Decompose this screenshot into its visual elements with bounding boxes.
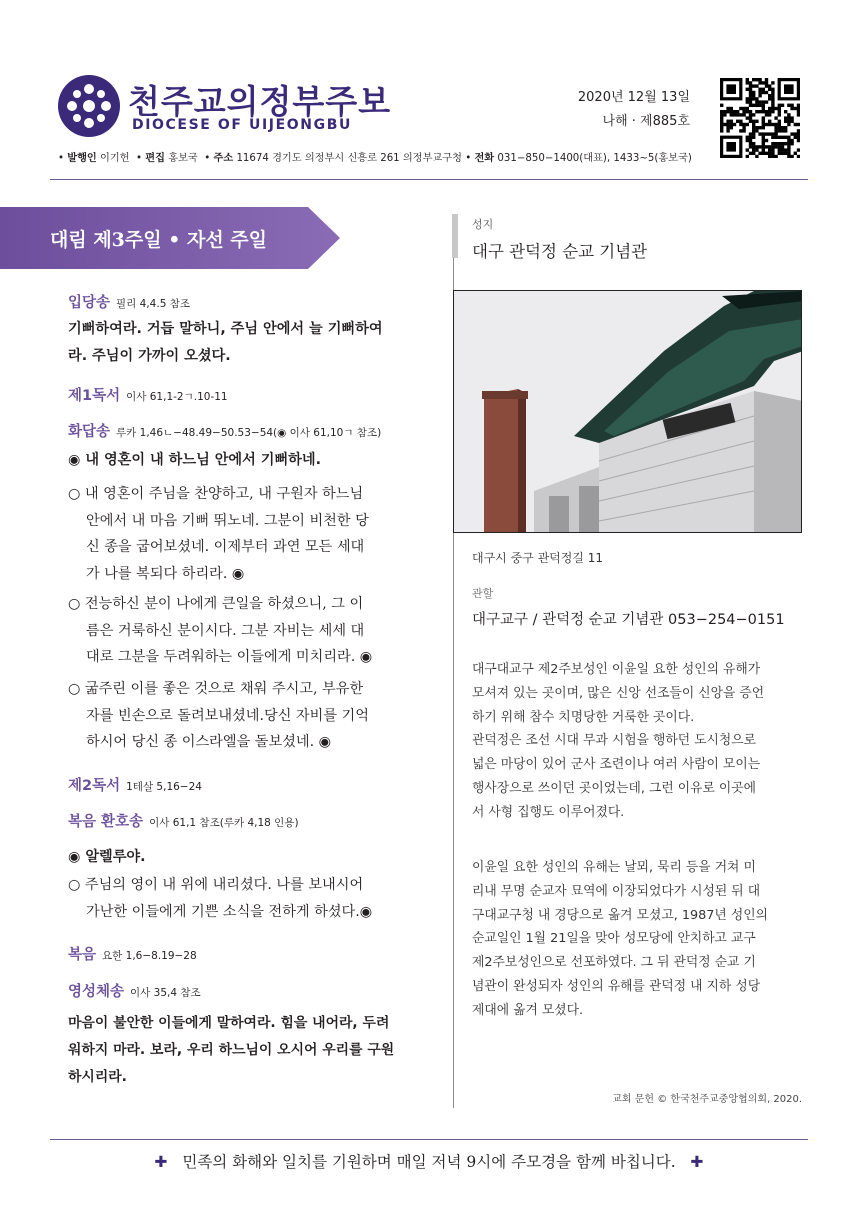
- address-text: 11674 경기도 의정부시 신흥로 261 의정부교구청: [236, 153, 462, 164]
- publisher-line: • 발행인 이기헌 • 편집 홍보국 • 주소 11674 경기도 의정부시 신흥로 261 의정부교구청 • 전화 031−850−1400(대표), 1433~5(홍보국): [58, 153, 692, 164]
- phone-label: 전화: [474, 153, 495, 164]
- psalm-verse-3: [68, 676, 369, 756]
- section-marker: [452, 214, 458, 258]
- psalm-line: 대로 그분을 두려워하는 이들에게 미치리라. ◉: [86, 649, 373, 665]
- sunday-banner: [0, 207, 340, 269]
- communion-line: 하시리라.: [68, 1069, 127, 1085]
- paragraph-line: 넓은 마당이 있어 군사 조련이나 여러 사람이 모이는: [472, 757, 761, 773]
- alleluia-line: 가난한 이들에게 기쁜 소식을 전하게 하셨다.◉: [86, 903, 373, 920]
- address-label: 주소: [213, 153, 234, 164]
- paragraph-line: 념관이 완성되자 성인의 유해를 관덕정 내 지하 성당: [472, 978, 761, 994]
- qr-code-icon[interactable]: [720, 78, 800, 158]
- alleluia-ref: 이사 61,1 참조(루카 4,18 인용): [149, 817, 299, 829]
- holy-site-title: 대구 관덕정 순교 기념관: [472, 242, 648, 261]
- psalm-line: ○ 내 영혼이 주님을 찬양하고, 내 구원자 하느님: [68, 486, 364, 502]
- holy-site-category: 성지: [472, 218, 494, 231]
- banner-title: 대림 제3주일 • 자선 주일: [50, 229, 268, 251]
- paragraph-line: 모셔져 있는 곳이며, 많은 신앙 선조들이 신앙을 증언: [472, 685, 765, 701]
- psalm-label: 화답송: [68, 424, 111, 440]
- cross-icon: ✚: [690, 1153, 704, 1171]
- psalm-verse-1: [68, 481, 369, 587]
- communion-line: 마음이 불안한 이들에게 말하여라. 힘을 내어라, 두려: [68, 1015, 390, 1031]
- issue-number: 나해 · 제885호: [602, 114, 690, 129]
- holy-site-address: 대구시 중구 관덕정길 11: [472, 551, 604, 565]
- entrance-ref: 필리 4,4.5 참조: [116, 298, 190, 310]
- diocese-logo-icon: [58, 75, 120, 137]
- psalm-response: ◉ 내 영혼이 내 하느님 안에서 기뻐하네.: [68, 452, 321, 468]
- gospel-heading: [68, 943, 197, 964]
- publisher-label: 발행인: [67, 153, 97, 164]
- paragraph-line: 제대에 옮겨 모셨다.: [472, 1002, 584, 1018]
- alleluia-line: ○ 주님의 영이 내 위에 내리셨다. 나를 보내시어: [68, 877, 364, 893]
- gospel-ref: 요한 1,6−8.19−28: [102, 950, 197, 962]
- publisher-name: 이기헌: [100, 153, 130, 164]
- entrance-line: 라. 주님이 가까이 오셨다.: [68, 348, 231, 364]
- editor-name: 홍보국: [168, 153, 198, 164]
- second-reading-heading: [68, 774, 202, 795]
- paragraph-line: 하기 위해 참수 치명당한 거룩한 곳이다.: [472, 709, 695, 725]
- phone-text: 031−850−1400(대표), 1433~5(홍보국): [497, 153, 692, 164]
- paragraph-line: 서 사형 집행도 이루어졌다.: [472, 804, 625, 820]
- psalm-line: ○ 전능하신 분이 나에게 큰일을 하셨으니, 그 이: [68, 596, 364, 612]
- entrance-label: 입당송: [68, 295, 111, 311]
- first-reading-label: 제1독서: [68, 388, 121, 404]
- psalm-line: 름은 거룩하신 분이시다. 그분 자비는 세세 대: [86, 622, 365, 639]
- footer-prayer: [0, 1150, 858, 1172]
- footer-text: 민족의 화해와 일치를 기원하며 매일 저녁 9시에 주모경을 함께 바칩니다.: [182, 1153, 676, 1171]
- communion-ref: 이사 35,4 참조: [130, 987, 201, 999]
- masthead-subtitle: DIOCESE OF UIJEONGBU: [132, 117, 352, 133]
- first-reading-ref: 이사 61,1-2ㄱ.10-11: [126, 391, 228, 403]
- editor-label: 편집: [145, 153, 165, 164]
- second-reading-ref: 1테살 5,16−24: [126, 781, 202, 793]
- masthead-title: 천주교의정부주보: [128, 82, 392, 121]
- holy-site-paragraph-2: [472, 856, 768, 1023]
- psalm-line: 가 나를 복되다 하리라. ◉: [86, 565, 245, 582]
- first-reading-heading: [68, 384, 228, 405]
- header-divider: [50, 179, 808, 180]
- paragraph-line: 대구대교구 제2주보성인 이윤일 요한 성인의 유해가: [472, 662, 761, 677]
- psalm-line: 안에서 내 마음 기뻐 뛰노네. 그분이 비천한 당: [86, 512, 369, 529]
- psalm-heading: [68, 420, 381, 441]
- gospel-label: 복음: [68, 947, 97, 963]
- paragraph-line: 순교일인 1월 21일을 맞아 성모당에 안치하고 교구: [472, 931, 756, 947]
- communion-heading: [68, 980, 201, 1001]
- issue-date: 2020년 12월 13일: [577, 90, 690, 105]
- paragraph-line: 제2주보성인으로 선포하였다. 그 뒤 관덕정 순교 기: [472, 955, 756, 971]
- copyright-credit: 교회 문헌 © 한국천주교중앙협의회, 2020.: [612, 1094, 802, 1105]
- entrance-text: [68, 316, 383, 370]
- psalm-line: ○ 굶주린 이를 좋은 것으로 채워 주시고, 부유한: [68, 681, 364, 697]
- psalm-ref: 루카 1,46ㄴ−48.49−50.53−54(◉ 이사 61,10ㄱ 참조): [116, 427, 382, 439]
- footer-divider: [50, 1139, 808, 1140]
- communion-label: 영성체송: [68, 984, 125, 1000]
- management-contact: 대구교구 / 관덕정 순교 기념관 053−254−0151: [472, 612, 785, 628]
- paragraph-line: 행사장으로 쓰이던 곳이었는데, 그런 이유로 이곳에: [472, 780, 757, 796]
- cross-icon: ✚: [154, 1153, 168, 1171]
- psalm-line: 하시어 당신 종 이스라엘을 돌보셨네. ◉: [86, 734, 332, 750]
- second-reading-label: 제2독서: [68, 778, 121, 794]
- entrance-line: 기뻐하여라. 거듭 말하니, 주님 안에서 늘 기뻐하여: [68, 321, 383, 337]
- psalm-line: 신 종을 굽어보셨네. 이제부터 과연 모든 세대: [86, 539, 365, 555]
- management-label: 관할: [472, 587, 494, 600]
- communion-text: [68, 1010, 394, 1091]
- psalm-line: 자를 빈손으로 돌려보내셨네.당신 자비를 기억: [86, 707, 369, 724]
- alleluia-verse: [68, 872, 372, 925]
- communion-line: 워하지 마라. 보라, 우리 하느님이 오시어 우리를 구원: [68, 1042, 395, 1058]
- paragraph-line: 이윤일 요한 성인의 유해는 날뫼, 묵리 등을 거쳐 미: [472, 860, 756, 875]
- memorial-hall-photo: [453, 290, 802, 533]
- holy-site-paragraph-1: [472, 658, 764, 825]
- alleluia-response: ◉ 알렐루야.: [68, 849, 146, 865]
- paragraph-line: 구대교구청 내 경당으로 옮겨 모셨고, 1987년 성인의: [472, 907, 768, 923]
- alleluia-heading: [68, 810, 299, 831]
- psalm-verse-2: [68, 591, 372, 671]
- paragraph-line: 관덕정은 조선 시대 무과 시험을 행하던 도시청으로: [472, 733, 757, 749]
- paragraph-line: 리내 무명 순교자 묘역에 이장되었다가 시성된 뒤 대: [472, 883, 761, 899]
- entrance-antiphon-heading: [68, 291, 190, 312]
- alleluia-label: 복음 환호송: [68, 814, 144, 830]
